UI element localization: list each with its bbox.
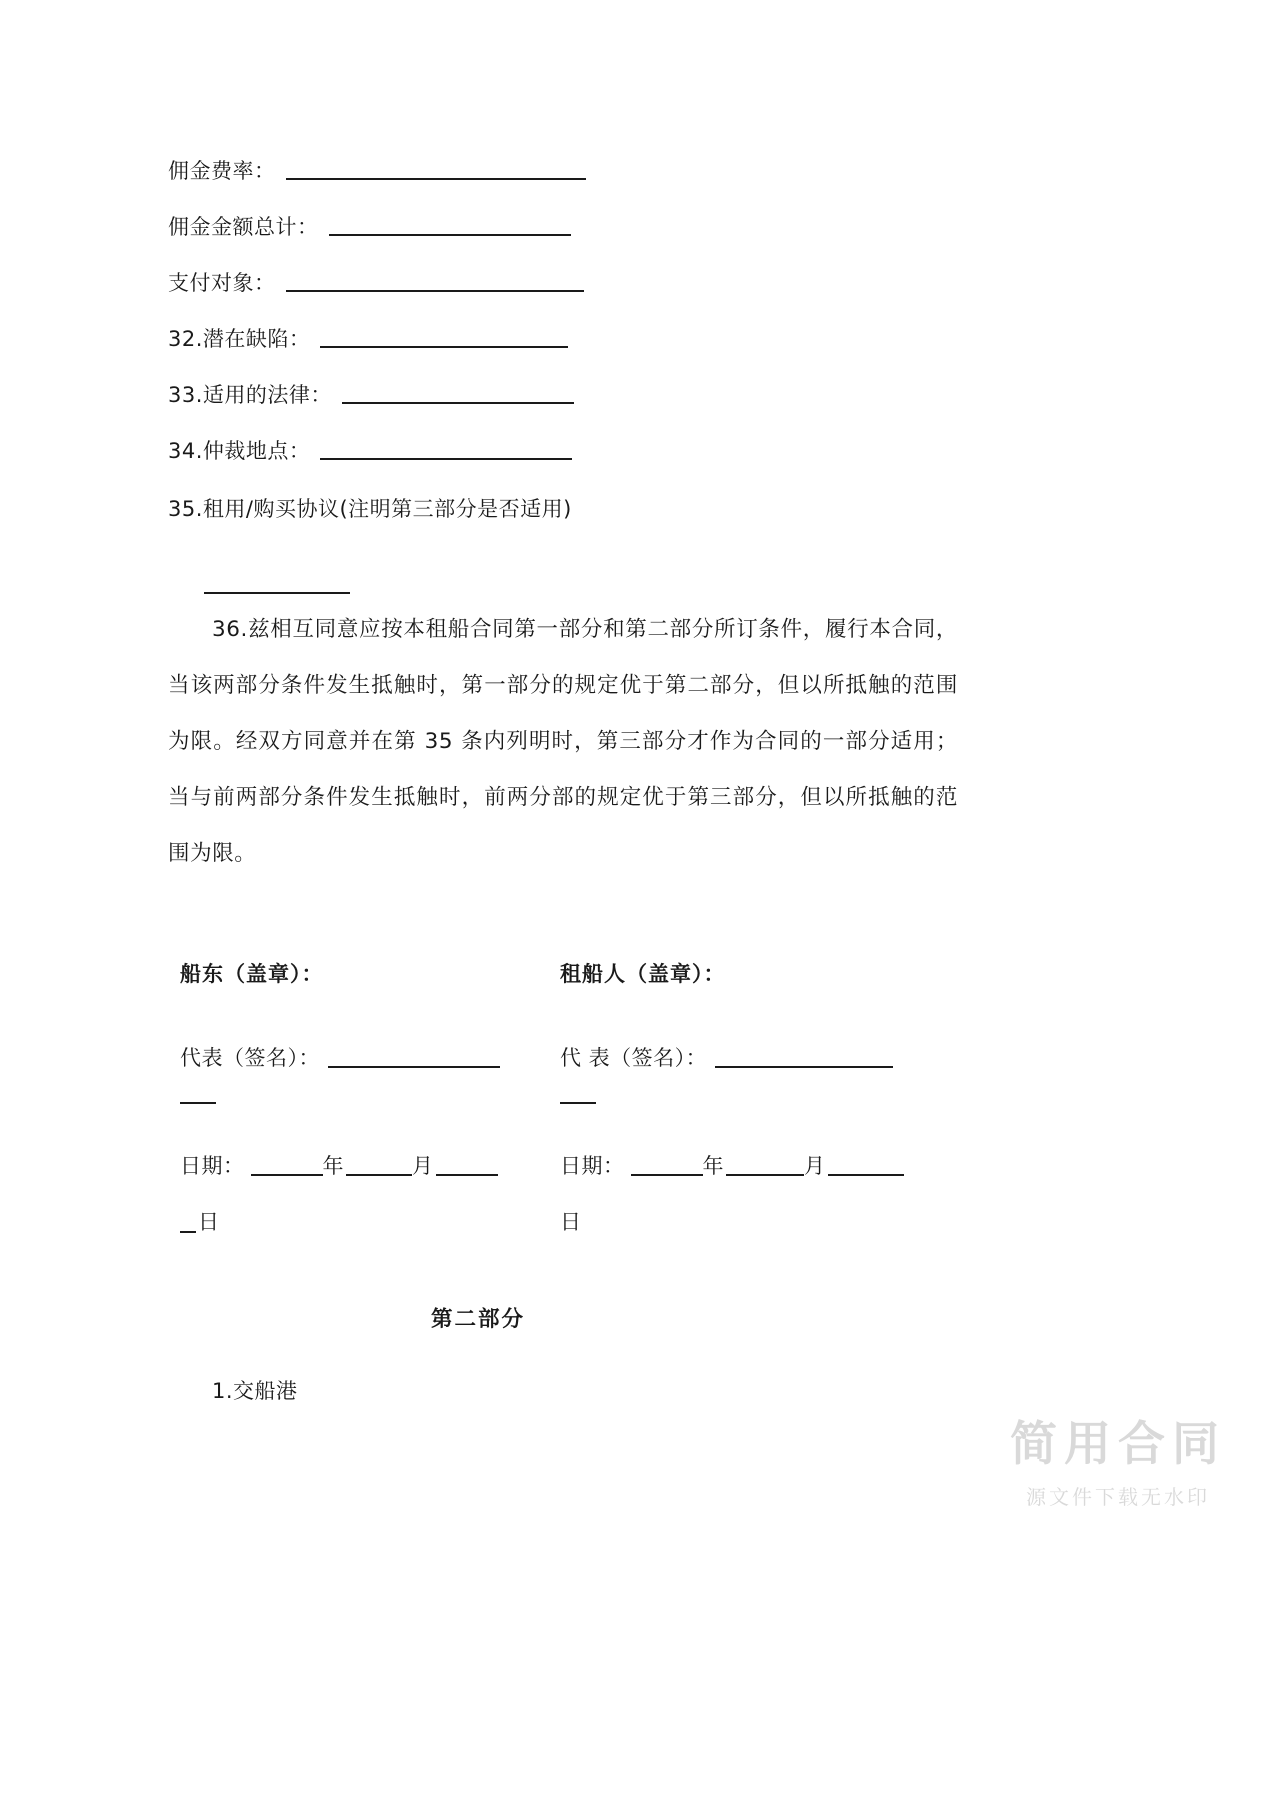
charterer-signature-wrap-cell <box>560 1102 958 1104</box>
field-rule-commission-total[interactable] <box>329 234 571 236</box>
owner-signature-rule[interactable] <box>328 1066 500 1068</box>
paragraph-36-text: 36.兹相互同意应按本租船合同第一部分和第二部分所订条件，履行本合同，当该两部分条件发生抵触时，第一部分的规定优于第二部分，但以所抵触的范围为限。经双方同意并在第 35 条内列明时，第三部分才作为合同的一部分适用；当与前两部分条件发生抵触时，前两分部的规定优于第三部分，但以所抵触的范围为限。 <box>168 617 958 866</box>
owner-representative-cell <box>168 1042 560 1072</box>
owner-date-day-blank-continued[interactable] <box>180 1231 196 1233</box>
field-label-payee: 支付对象： <box>168 271 276 295</box>
field-label-commission-rate: 佣金费率： <box>168 159 276 183</box>
charterer-seal-heading: 租船人（盖章）： <box>560 962 726 986</box>
field-row-commission-total <box>168 184 958 240</box>
owner-date-cell <box>168 1150 560 1180</box>
field-rule-commission-rate[interactable] <box>286 178 586 180</box>
owner-date-day-tail <box>168 1206 560 1236</box>
charterer-date-month-blank[interactable] <box>726 1174 804 1176</box>
charterer-date-day-tail <box>560 1206 958 1236</box>
charterer-date-cell <box>560 1150 958 1180</box>
date-row <box>168 1150 958 1180</box>
charterer-date-year-unit: 年 <box>702 1154 724 1178</box>
part-two-item-1: 1.交船港 <box>212 1379 298 1403</box>
item-35-blank-wrap <box>168 520 958 594</box>
paragraph-36 <box>168 602 958 882</box>
field-rule-latent-defects[interactable] <box>320 346 568 348</box>
item-35-blank-rule[interactable] <box>204 592 350 594</box>
charterer-signature-rule-continued[interactable] <box>560 1102 596 1104</box>
charterer-date-month-unit: 月 <box>804 1154 826 1178</box>
field-row-governing-law <box>168 352 958 408</box>
signature-heading-row <box>168 958 958 988</box>
owner-date-day-unit: 日 <box>198 1210 219 1234</box>
charterer-representative-cell <box>560 1042 958 1072</box>
owner-date-day-blank[interactable] <box>436 1174 498 1176</box>
field-rule-payee[interactable] <box>286 290 584 292</box>
owner-signature-wrap-cell <box>168 1102 560 1104</box>
owner-signature-rule-continued[interactable] <box>180 1102 216 1104</box>
charterer-date-label: 日期： <box>560 1154 625 1178</box>
field-label-governing-law: 33.适用的法律： <box>168 383 332 407</box>
watermark <box>1010 1416 1226 1510</box>
watermark-subtitle: 源文件下载无水印 <box>1026 1485 1210 1509</box>
owner-date-year-blank[interactable] <box>251 1174 323 1176</box>
field-rule-governing-law[interactable] <box>342 402 574 404</box>
top-spacer <box>168 0 958 128</box>
field-rule-arbitration-place[interactable] <box>320 458 572 460</box>
signature-wrap-row <box>168 1102 958 1104</box>
charterer-date-year-blank[interactable] <box>631 1174 703 1176</box>
field-row-arbitration-place <box>168 408 958 464</box>
field-row-commission-rate <box>168 128 958 184</box>
charterer-date-day-unit: 日 <box>560 1210 581 1234</box>
date-tail-row <box>168 1206 958 1236</box>
owner-seal-heading: 船东（盖章）： <box>180 962 324 986</box>
field-label-arbitration-place: 34.仲裁地点： <box>168 439 311 463</box>
watermark-title: 简用合同 <box>1010 1416 1226 1472</box>
document-content <box>168 0 958 1405</box>
part-two-heading: 第二部分 <box>430 1307 525 1332</box>
owner-date-year-unit: 年 <box>322 1154 344 1178</box>
charterer-signature-rule[interactable] <box>715 1066 893 1068</box>
owner-date-label: 日期： <box>180 1154 245 1178</box>
signature-line-row <box>168 1042 958 1072</box>
field-label-latent-defects: 32.潜在缺陷： <box>168 327 311 351</box>
charterer-representative-label: 代 表（签名）： <box>560 1046 708 1070</box>
owner-representative-label: 代表（签名）： <box>180 1046 320 1070</box>
item-35-text: 35.租用/购买协议(注明第三部分是否适用) <box>168 497 572 521</box>
owner-date-month-blank[interactable] <box>346 1174 412 1176</box>
field-label-commission-total: 佣金金额总计： <box>168 215 319 239</box>
charterer-date-day-blank[interactable] <box>828 1174 904 1176</box>
owner-date-month-unit: 月 <box>412 1154 434 1178</box>
field-row-payee <box>168 240 958 296</box>
field-row-latent-defects <box>168 296 958 352</box>
